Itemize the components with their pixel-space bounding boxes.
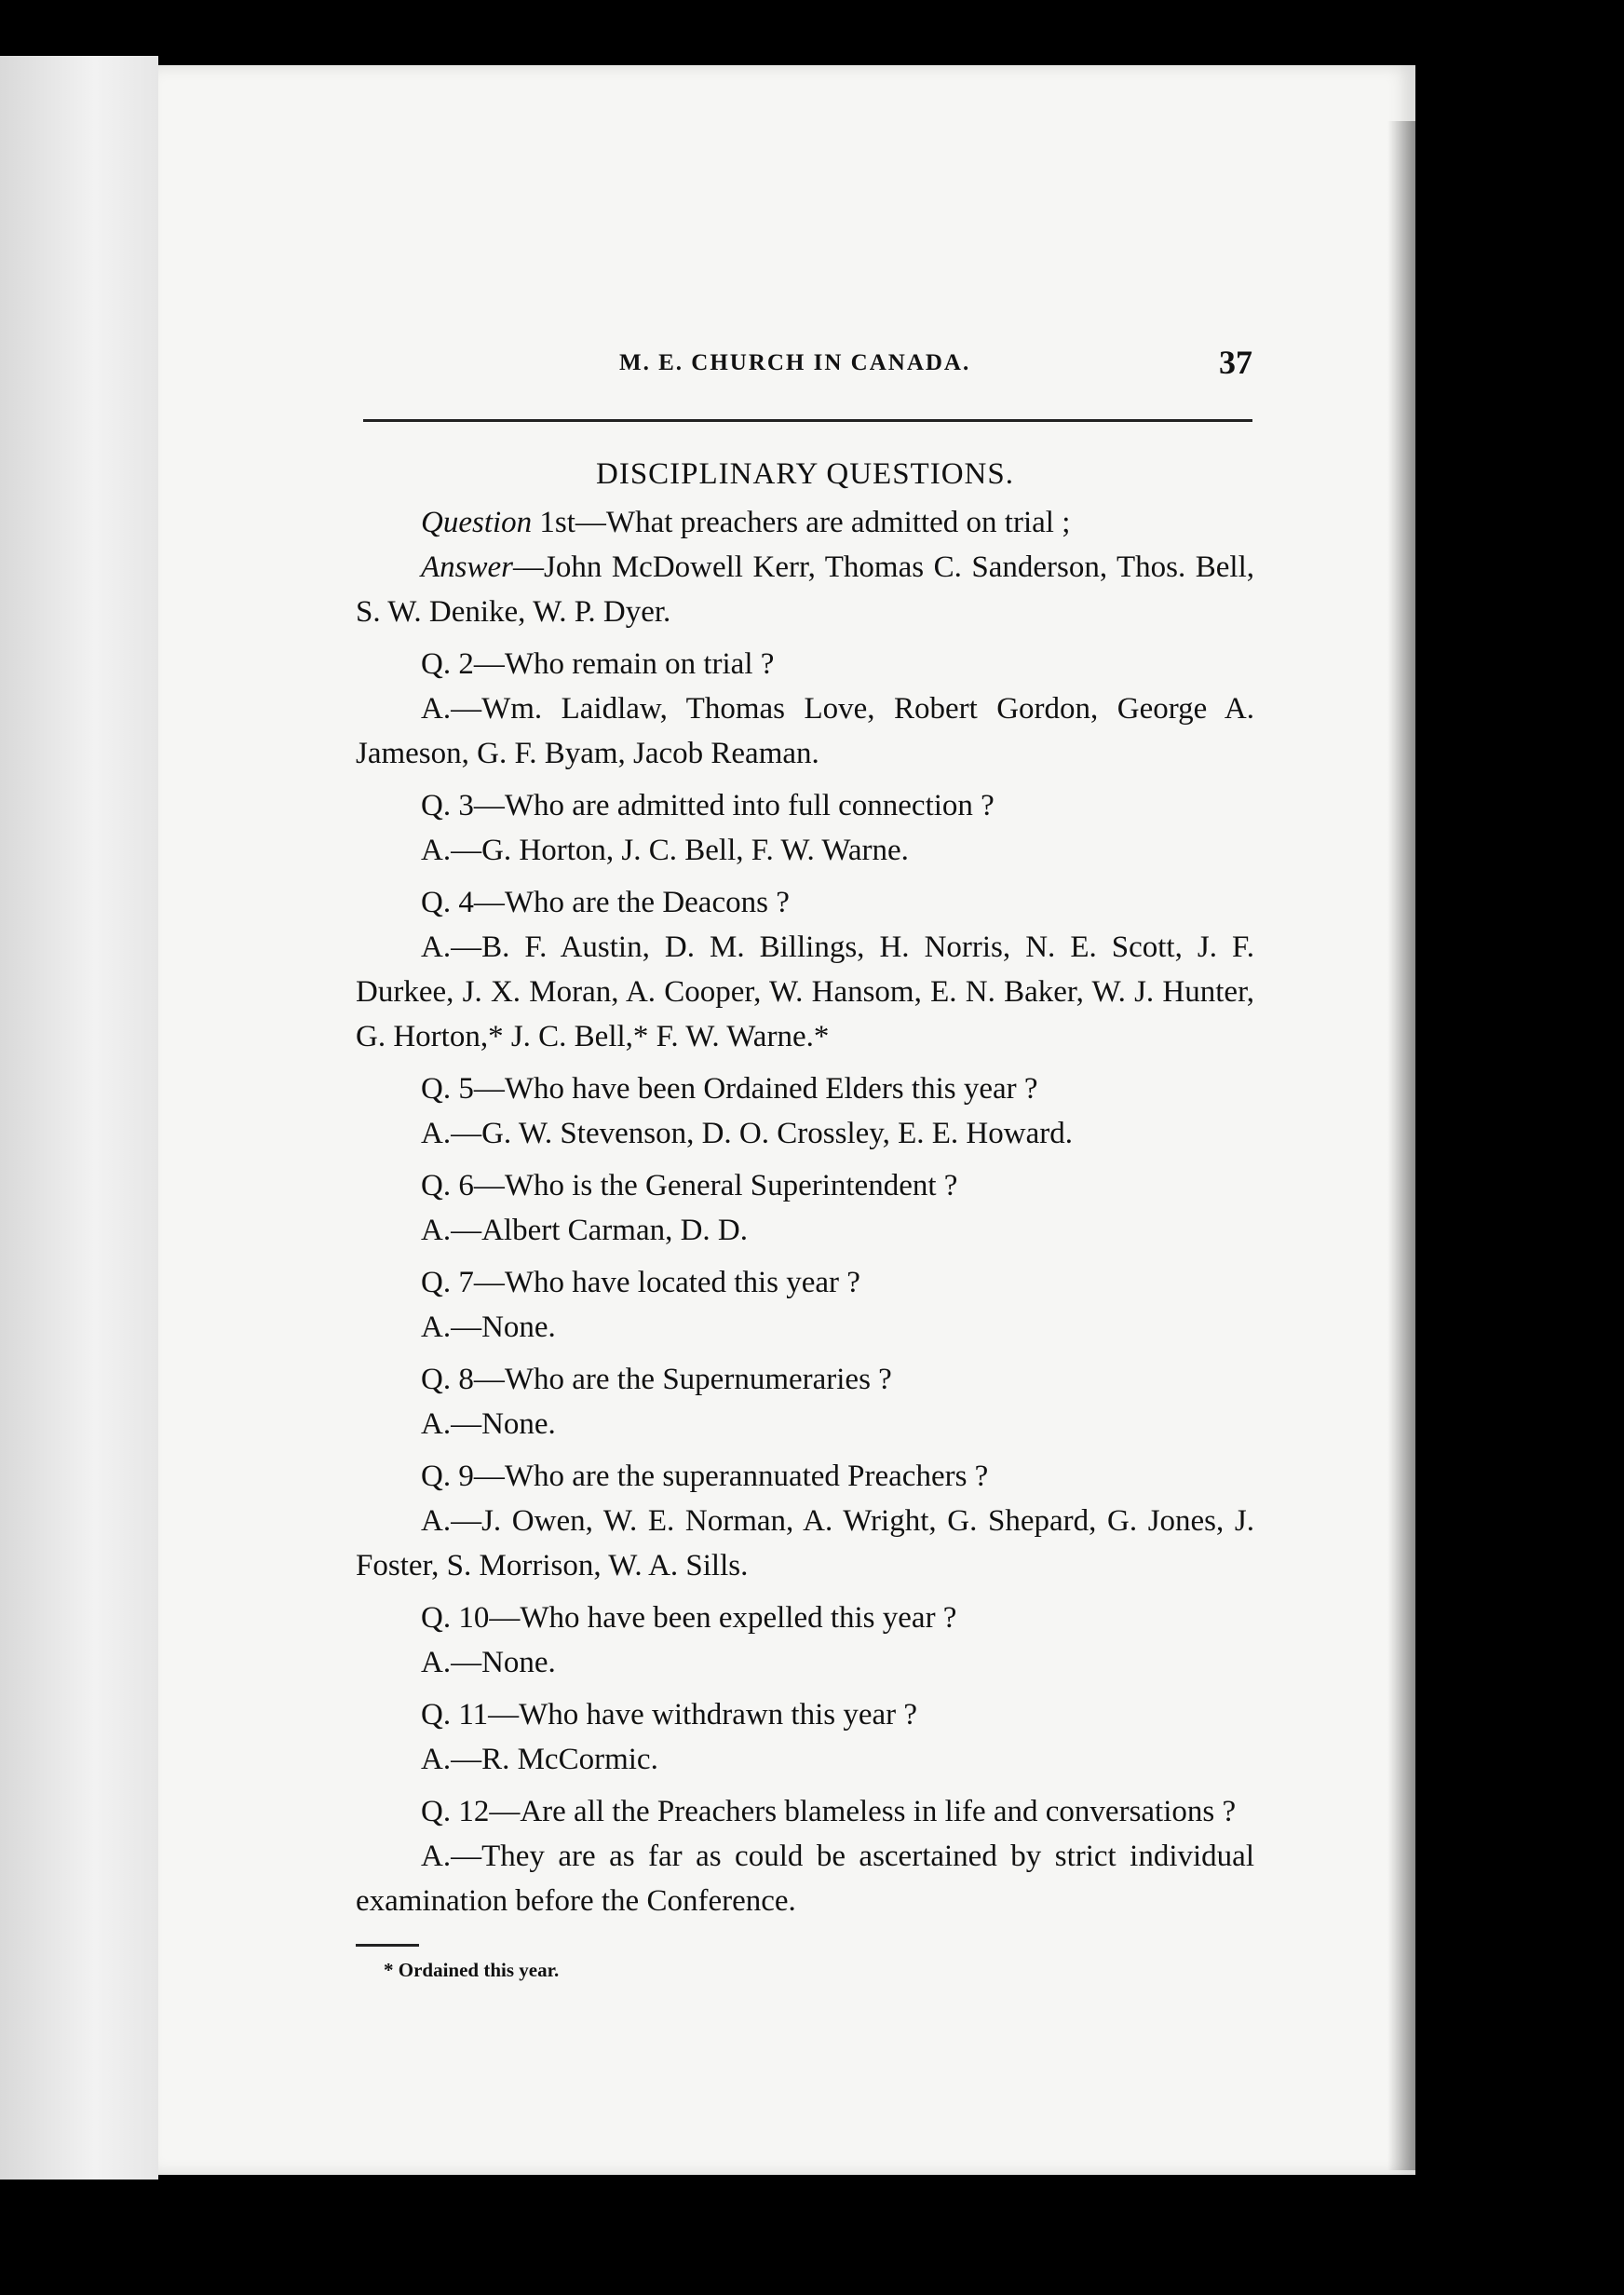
qa-item-5 bbox=[356, 1066, 1254, 1156]
answer-3: A.—G. Horton, J. C. Bell, F. W. Warne. bbox=[421, 834, 909, 867]
answer-5: A.—G. W. Stevenson, D. O. Crossley, E. E. Howard. bbox=[421, 1117, 1073, 1150]
answer-11: A.—R. McCormic. bbox=[421, 1743, 658, 1776]
running-title: M. E. CHURCH IN CANADA. bbox=[619, 350, 971, 375]
question-11: Q. 11—Who have withdrawn this year ? bbox=[421, 1698, 918, 1731]
footnote: * Ordained this year. bbox=[384, 1959, 560, 1981]
question-text: 1st—What preachers are admitted on trial ; bbox=[532, 506, 1071, 539]
question-12: Q. 12—Are all the Preachers blameless in life and conversations ? bbox=[421, 1795, 1237, 1828]
qa-item-9 bbox=[356, 1454, 1254, 1588]
answer-text: —John McDowell Kerr, Thomas C. Sanderson, Thos. Bell, S. W. Denike, W. P. Dyer. bbox=[356, 550, 1254, 629]
question-9: Q. 9—Who are the superannuated Preachers ? bbox=[421, 1460, 989, 1493]
page-content bbox=[356, 452, 1254, 1984]
running-header bbox=[359, 343, 1252, 389]
answer-10: A.—None. bbox=[421, 1646, 556, 1679]
answer-6: A.—Albert Carman, D. D. bbox=[421, 1214, 749, 1247]
qa-item-1 bbox=[356, 500, 1254, 634]
question-5: Q. 5—Who have been Ordained Elders this year ? bbox=[421, 1072, 1038, 1106]
answer-label: Answer bbox=[421, 550, 513, 584]
qa-item-12 bbox=[356, 1789, 1254, 1923]
page-gutter-shadow bbox=[1387, 121, 1415, 2170]
question-3: Q. 3—Who are admitted into full connection ? bbox=[421, 789, 995, 822]
answer-8: A.—None. bbox=[421, 1407, 556, 1441]
question-label: Question bbox=[421, 506, 533, 539]
qa-item-7 bbox=[356, 1260, 1254, 1350]
qa-item-8 bbox=[356, 1357, 1254, 1446]
section-title: DISCIPLINARY QUESTIONS. bbox=[596, 457, 1014, 491]
question-4: Q. 4—Who are the Deacons ? bbox=[421, 886, 790, 919]
question-10: Q. 10—Who have been expelled this year ? bbox=[421, 1601, 957, 1635]
question-8: Q. 8—Who are the Supernumeraries ? bbox=[421, 1363, 892, 1396]
qa-item-6 bbox=[356, 1163, 1254, 1253]
answer-4: A.—B. F. Austin, D. M. Billings, H. Norris, N. E. Scott, J. F. Durkee, J. X. Moran, A. Cooper, W. Hansom, E. N. Baker, W. J. Hunter, G. Horton,* J. C. Bell,* F. W. Warne.* bbox=[356, 930, 1254, 1053]
answer-7: A.—None. bbox=[421, 1310, 556, 1344]
question-6: Q. 6—Who is the General Superintendent ? bbox=[421, 1169, 958, 1202]
answer-9: A.—J. Owen, W. E. Norman, A. Wright, G. Shepard, G. Jones, J. Foster, S. Morrison, W. A. Sills. bbox=[356, 1504, 1254, 1582]
qa-item-11 bbox=[356, 1692, 1254, 1782]
qa-item-2 bbox=[356, 642, 1254, 776]
question-7: Q. 7—Who have located this year ? bbox=[421, 1266, 860, 1299]
question-2: Q. 2—Who remain on trial ? bbox=[421, 647, 775, 681]
footnote-rule bbox=[356, 1944, 419, 1947]
facing-page-edge bbox=[0, 56, 158, 2180]
page-number: 37 bbox=[1219, 344, 1252, 381]
answer-1 bbox=[356, 545, 1254, 634]
answer-2: A.—Wm. Laidlaw, Thomas Love, Robert Gordon, George A. Jameson, G. F. Byam, Jacob Reaman. bbox=[356, 692, 1254, 770]
answer-12: A.—They are as far as could be ascertained by strict individual examination before the Conference. bbox=[356, 1840, 1254, 1918]
qa-item-3 bbox=[356, 783, 1254, 873]
qa-item-4 bbox=[356, 880, 1254, 1059]
qa-item-10 bbox=[356, 1596, 1254, 1685]
header-rule bbox=[363, 419, 1252, 422]
question-1 bbox=[356, 500, 1254, 545]
